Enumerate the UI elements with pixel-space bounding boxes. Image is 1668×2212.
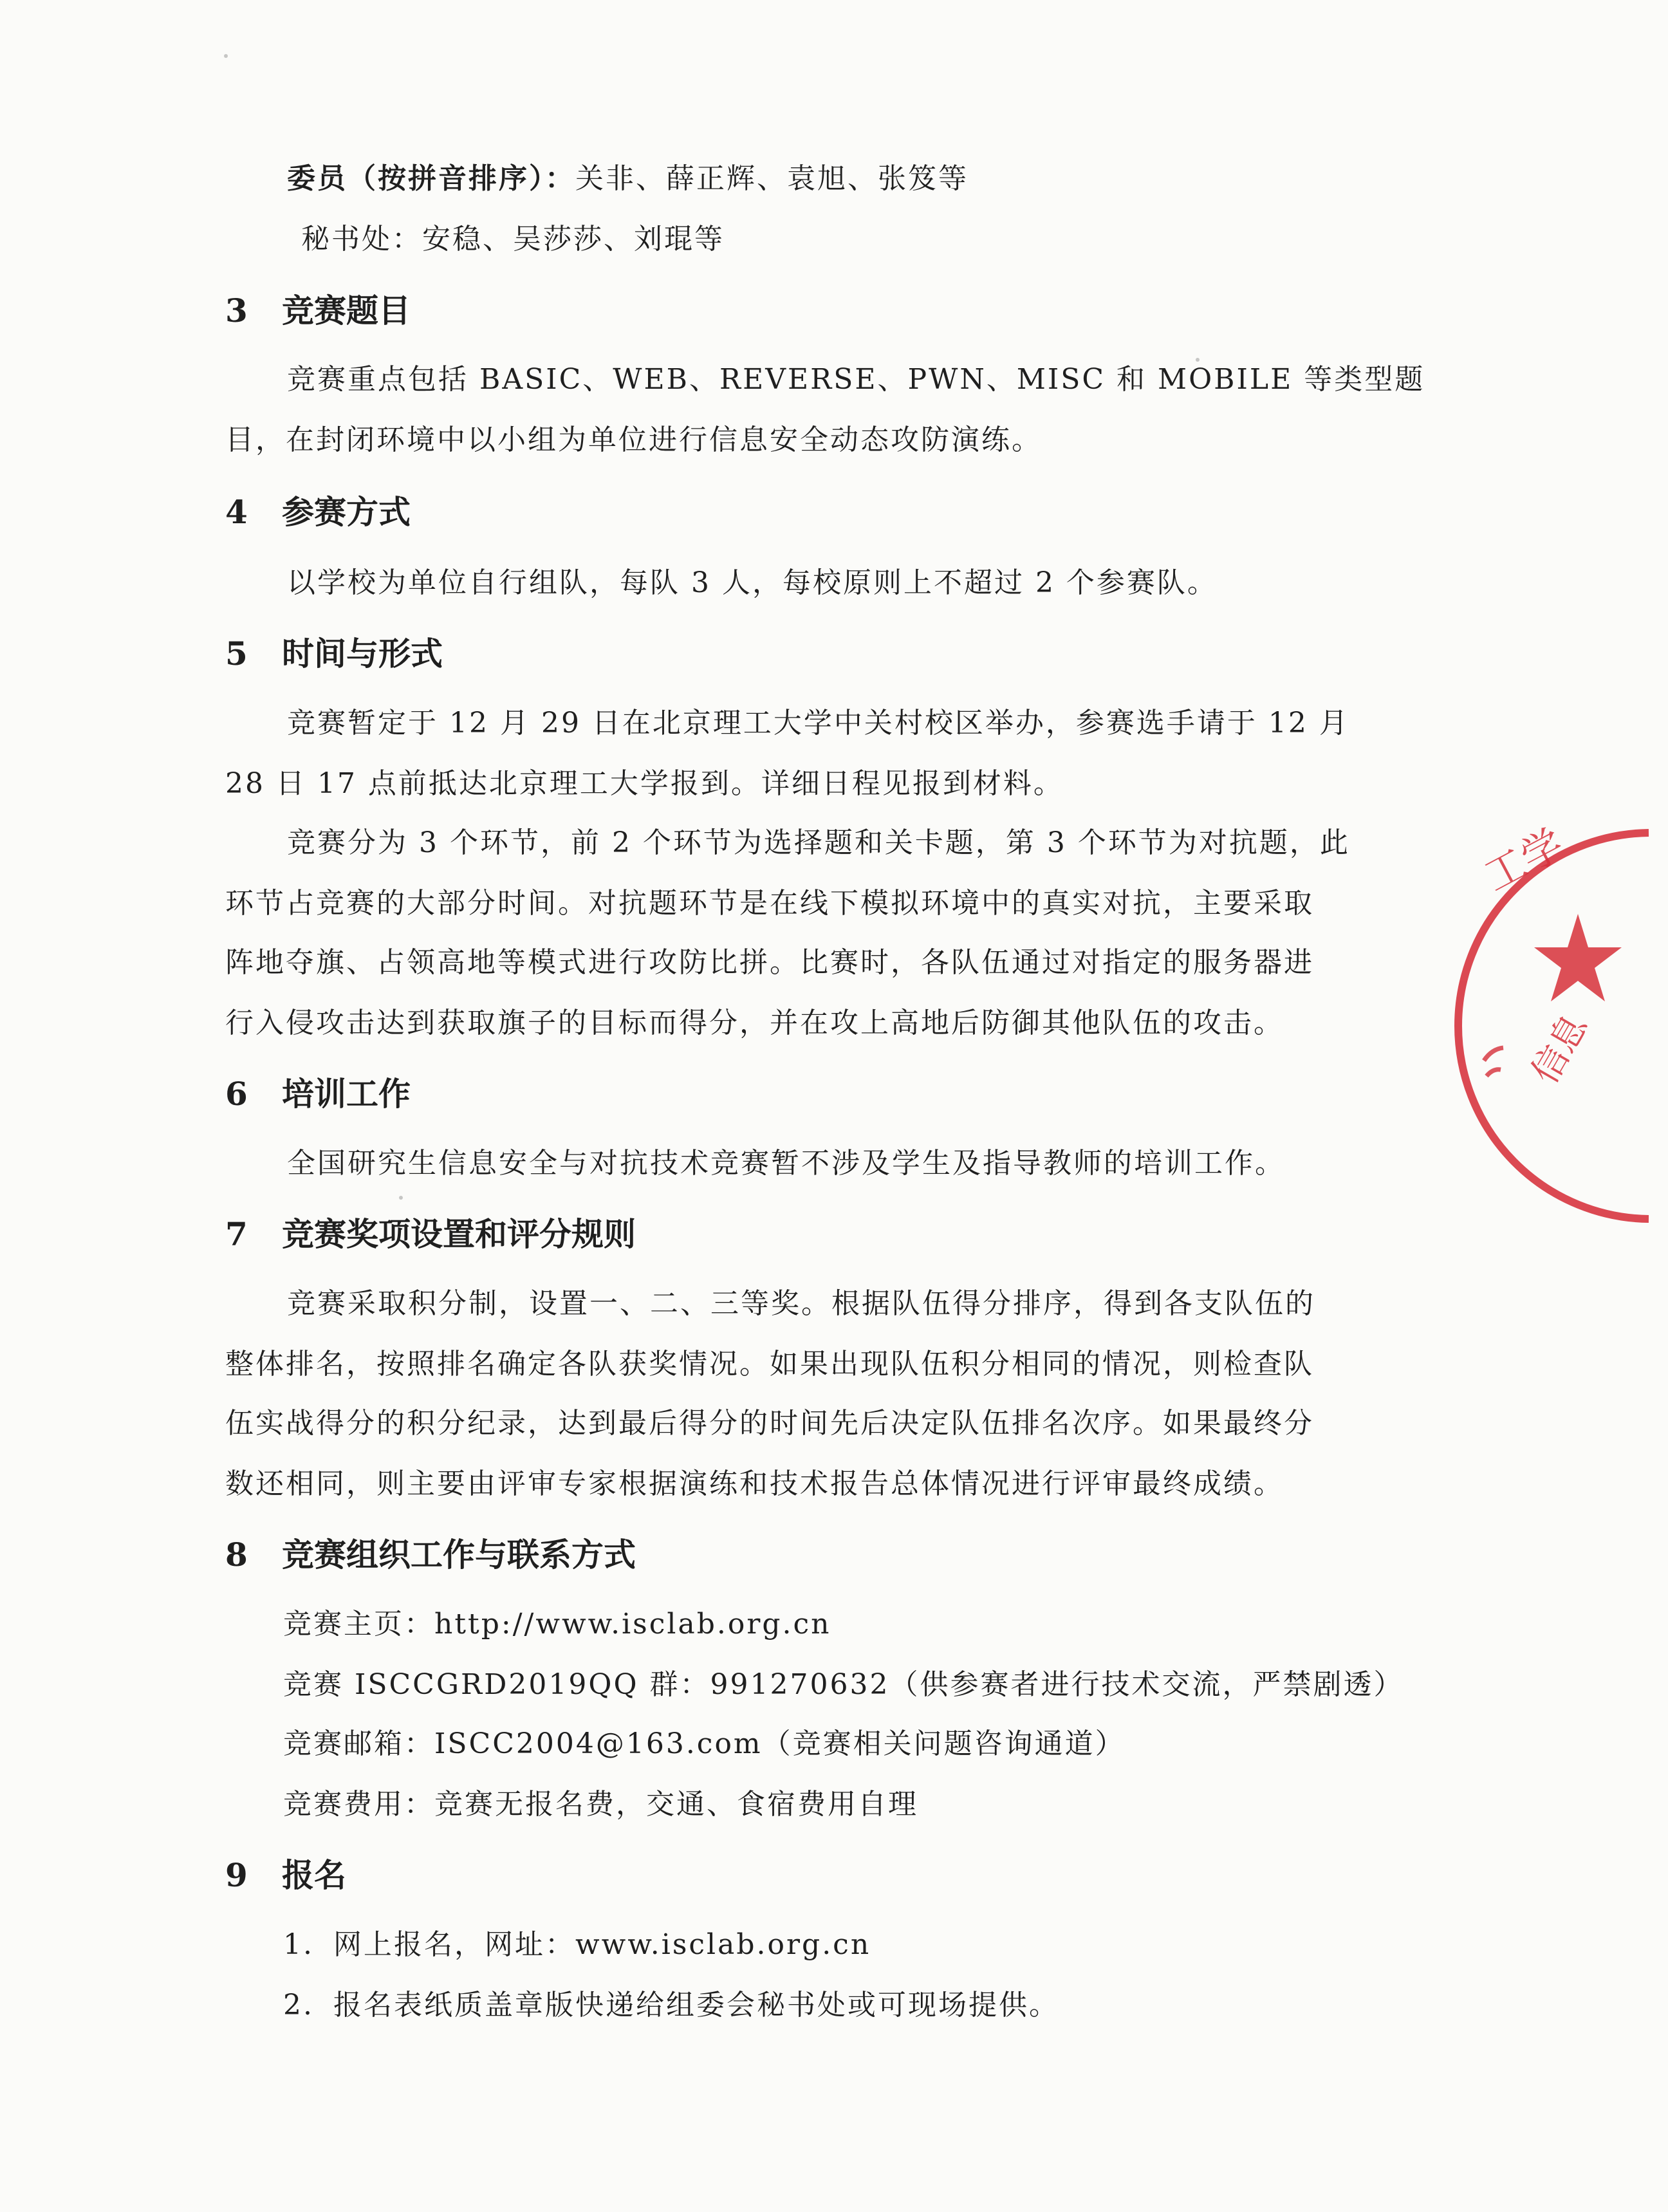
section-3-title: 竞赛题目 bbox=[282, 292, 411, 330]
seal-text-side: 信息 bbox=[1523, 1007, 1597, 1091]
section-8-heading bbox=[225, 1534, 636, 1575]
section-4-line-1: 以学校为单位自行组队，每队 3 人，每校原则上不超过 2 个参赛队。 bbox=[287, 566, 1218, 599]
section-5-line-6: 行入侵攻击达到获取旗子的目标而得分，并在攻上高地后防御其他队伍的攻击。 bbox=[225, 1007, 1284, 1039]
seal-star bbox=[1534, 914, 1622, 1001]
committee-members-label: 委员（按拼音排序）： bbox=[287, 162, 575, 195]
section-7-line-4: 数还相同，则主要由评审专家根据演练和技术报告总体情况进行评审最终成绩。 bbox=[225, 1467, 1284, 1500]
list-item-number: 1. bbox=[283, 1928, 314, 1961]
section-8-number: 8 bbox=[225, 1536, 248, 1574]
section-8-title: 竞赛组织工作与联系方式 bbox=[282, 1536, 636, 1574]
section-7-line-3: 伍实战得分的积分纪录，达到最后得分的时间先后决定队伍排名次序。如果最终分 bbox=[225, 1407, 1314, 1440]
seal-mark bbox=[1484, 1048, 1503, 1076]
scan-speck bbox=[399, 1196, 403, 1200]
section-7-title: 竞赛奖项设置和评分规则 bbox=[282, 1216, 636, 1253]
section-6-heading bbox=[225, 1073, 411, 1115]
section-7-number: 7 bbox=[225, 1215, 248, 1253]
contact-qq-group: 竞赛 ISCCGRD2019QQ 群：991270632（供参赛者进行技术交流，严禁剧透） bbox=[283, 1668, 1404, 1701]
committee-members-line bbox=[287, 160, 1394, 198]
section-4-number: 4 bbox=[225, 493, 248, 531]
section-5-line-1: 竞赛暂定于 12 月 29 日在北京理工大学中关村校区举办，参赛选手请于 12 月 bbox=[287, 707, 1349, 739]
list-item-text: 报名表纸质盖章版快递给组委会秘书处或可现场提供。 bbox=[333, 1989, 1059, 2021]
section-5-line-5: 阵地夺旗、占领高地等模式进行攻防比拼。比赛时，各队伍通过对指定的服务器进 bbox=[225, 946, 1314, 979]
seal-icon bbox=[1456, 816, 1668, 1164]
section-4-heading bbox=[225, 492, 411, 533]
section-6-number: 6 bbox=[225, 1075, 248, 1113]
contact-homepage: 竞赛主页：http://www.isclab.org.cn bbox=[283, 1608, 831, 1640]
list-item-text: 网上报名，网址：www.isclab.org.cn bbox=[333, 1928, 871, 1961]
section-9-heading bbox=[225, 1855, 346, 1896]
section-3-line-2: 目，在封闭环境中以小组为单位进行信息安全动态攻防演练。 bbox=[225, 423, 1042, 456]
section-7-line-2: 整体排名，按照排名确定各队获奖情况。如果出现队伍积分相同的情况，则检查队 bbox=[225, 1348, 1314, 1380]
section-5-line-4: 环节占竞赛的大部分时间。对抗题环节是在线下模拟环境中的真实对抗，主要采取 bbox=[225, 887, 1314, 920]
committee-members: 关非、薛正辉、袁旭、张笈等 bbox=[575, 162, 968, 195]
section-3-line-1: 竞赛重点包括 BASIC、WEB、REVERSE、PWN、MISC 和 MOBILE 等类型题 bbox=[287, 363, 1425, 396]
section-4-title: 参赛方式 bbox=[282, 494, 411, 531]
section-5-heading bbox=[225, 633, 443, 674]
secretariat-line: 秘书处：安稳、吴莎莎、刘琨等 bbox=[301, 223, 725, 256]
section-7-line-1: 竞赛采取积分制，设置一、二、三等奖。根据队伍得分排序，得到各支队伍的 bbox=[287, 1287, 1315, 1320]
section-7-heading bbox=[225, 1214, 636, 1255]
contact-fees: 竞赛费用：竞赛无报名费，交通、食宿费用自理 bbox=[283, 1788, 918, 1821]
section-5-title: 时间与形式 bbox=[282, 635, 443, 673]
section-3-heading bbox=[225, 290, 411, 331]
section-6-line-1: 全国研究生信息安全与对抗技术竞赛暂不涉及学生及指导教师的培训工作。 bbox=[287, 1147, 1285, 1180]
section-9-title: 报名 bbox=[282, 1857, 346, 1894]
section-5-line-3: 竞赛分为 3 个环节，前 2 个环节为选择题和关卡题，第 3 个环节为对抗题，此 bbox=[287, 826, 1350, 859]
official-seal bbox=[1456, 816, 1668, 1164]
list-item bbox=[283, 1926, 1390, 1964]
scan-speck bbox=[224, 54, 228, 58]
list-item-number: 2. bbox=[283, 1989, 314, 2021]
section-9-number: 9 bbox=[225, 1856, 248, 1894]
seal-text-top: 工学 bbox=[1476, 820, 1572, 902]
list-item bbox=[283, 1986, 1390, 2025]
section-5-line-2: 28 日 17 点前抵达北京理工大学报到。详细日程见报到材料。 bbox=[225, 767, 1064, 800]
contact-email: 竞赛邮箱：ISCC2004@163.com（竞赛相关问题咨询通道） bbox=[283, 1727, 1126, 1760]
scan-speck bbox=[1196, 358, 1200, 362]
section-5-number: 5 bbox=[225, 635, 248, 673]
section-3-number: 3 bbox=[225, 292, 248, 330]
section-6-title: 培训工作 bbox=[282, 1075, 411, 1113]
